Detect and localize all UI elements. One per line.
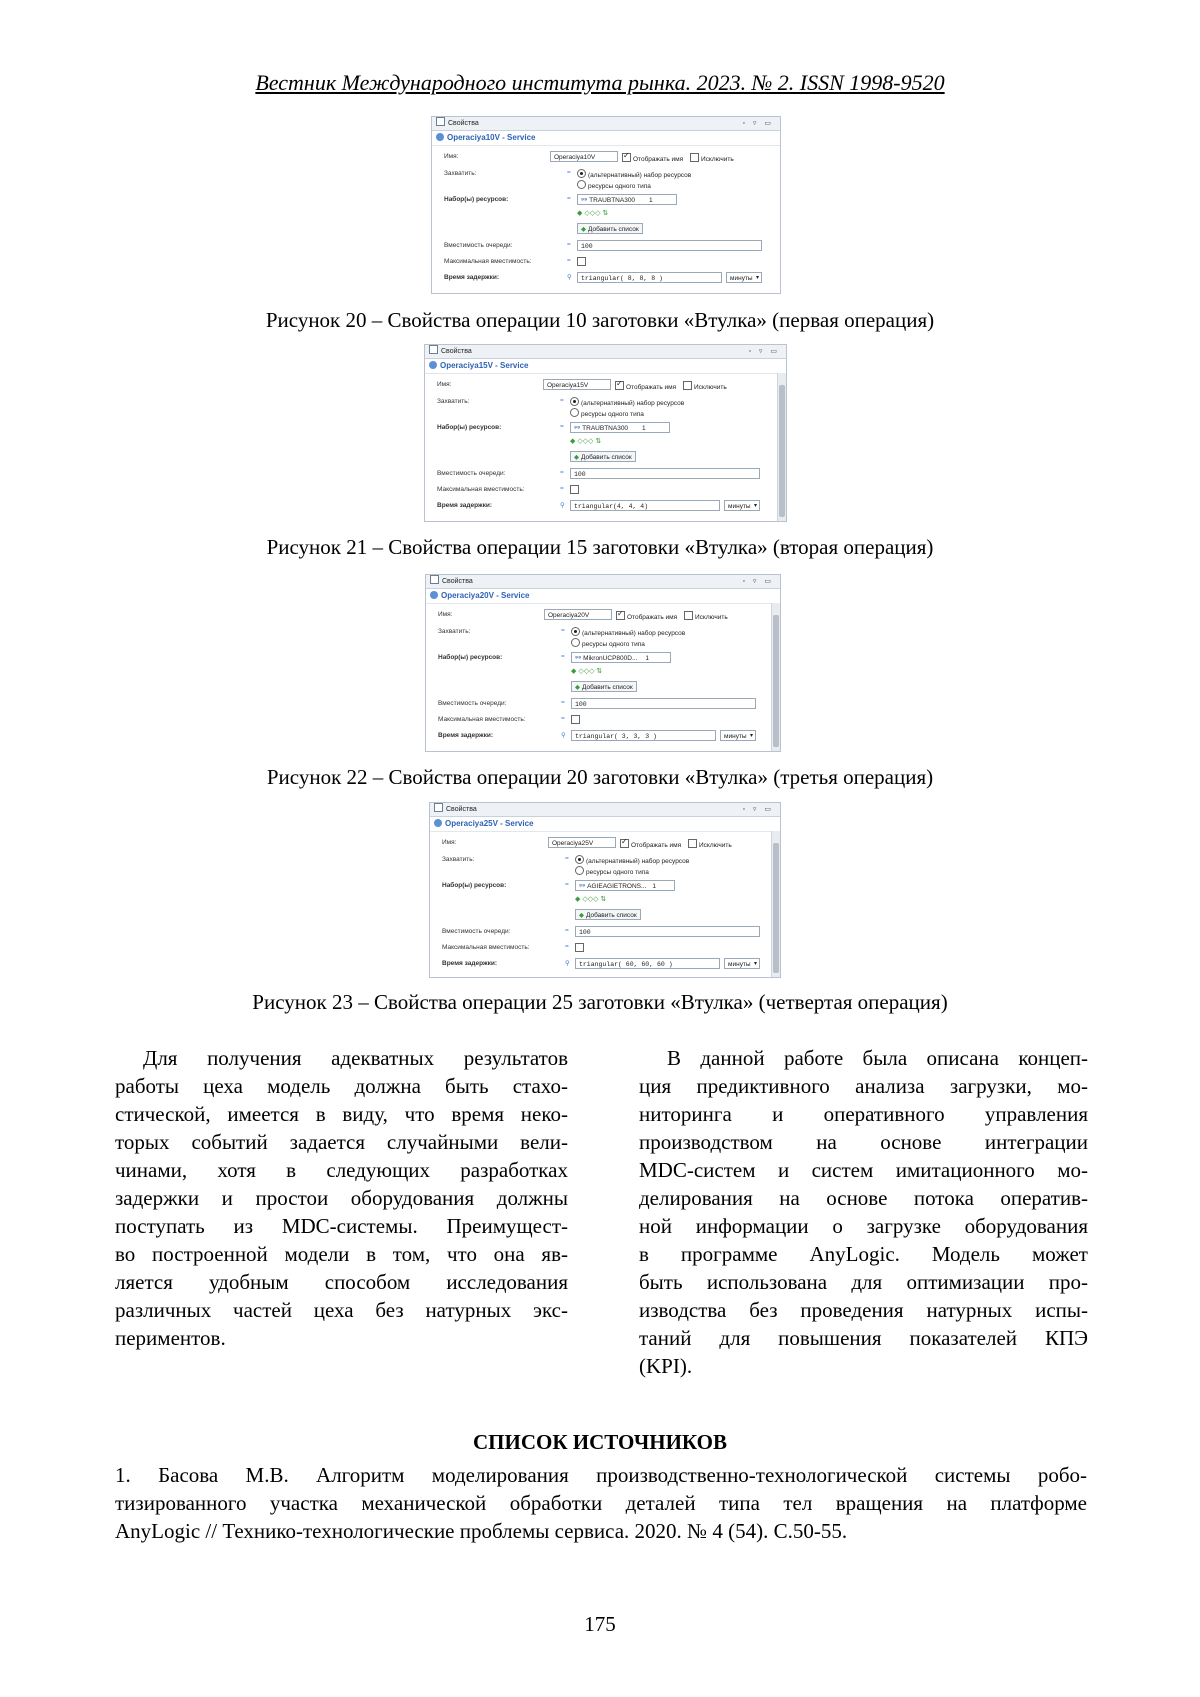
checkbox-icon (577, 257, 586, 266)
dynamic-value-icon: = (560, 397, 564, 404)
dynamic-value-icon: = (565, 881, 569, 888)
properties-icon (436, 117, 445, 126)
checkbox-icon (571, 715, 580, 724)
properties-tab: Свойства ▫ ▿ ▭ (432, 117, 780, 131)
exclude-checkbox[interactable]: Исключить (688, 839, 732, 849)
reference-line: тизированного участка механической обработки деталей типа тел вращения на платформе (115, 1491, 1087, 1515)
seize-label: Захватить: (442, 856, 475, 863)
seize-option-alternative[interactable]: (альтернативный) набор ресурсов (570, 397, 684, 407)
text-line: Для получения адекватных результатов (143, 1046, 568, 1070)
text-line: быть использована для оптимизации про- (639, 1270, 1088, 1294)
queue-capacity-label: Вместимость очереди: (444, 242, 513, 249)
delay-unit-dropdown[interactable]: минуты ▾ (724, 500, 760, 511)
text-line: работы цеха модель должна быть стахо- (115, 1074, 568, 1098)
delay-time-field[interactable]: triangular( 8, 8, 8 ) (577, 272, 722, 283)
delay-time-label: Время задержки: (442, 960, 498, 967)
page-number: 175 (584, 1612, 616, 1636)
checkbox-icon (570, 485, 579, 494)
chevron-down-icon: ▾ (753, 961, 757, 967)
resource-pool-icon: ⁹⁹ (574, 425, 581, 432)
exclude-checkbox[interactable]: Исключить (690, 153, 734, 163)
window-controls-icon: ▫ ▿ ▭ (742, 578, 774, 585)
radio-icon (575, 866, 584, 875)
radio-icon (577, 169, 586, 178)
block-title: Operaciya15V - Service (425, 359, 786, 374)
max-capacity-label: Максимальная вместимость: (437, 486, 525, 493)
queue-capacity-label: Вместимость очереди: (438, 700, 507, 707)
dynamic-value-icon: = (567, 257, 571, 264)
code-field-icon: ⚲ (561, 732, 566, 739)
show-name-checkbox[interactable]: ✓ Отображать имя (616, 611, 677, 621)
delay-time-field[interactable]: triangular(4, 4, 4) (570, 500, 720, 511)
seize-option-same-type[interactable]: ресурсы одного типа (577, 180, 651, 190)
resources-label: Набор(ы) ресурсов: (437, 424, 502, 431)
delay-time-field[interactable]: triangular( 60, 60, 60 ) (575, 958, 720, 969)
service-block-icon (434, 819, 442, 827)
add-icon: ◆ (579, 912, 584, 919)
resource-pool-icon: ⁹⁹ (575, 655, 582, 662)
block-title: Operaciya20V - Service (426, 589, 780, 604)
checkbox-icon (622, 153, 631, 162)
dynamic-value-icon: = (567, 169, 571, 176)
text-line: В данной работе была описана концеп- (667, 1046, 1088, 1070)
service-block-icon (436, 133, 444, 141)
chevron-down-icon: ▾ (753, 503, 757, 509)
block-title: Operaciya10V - Service (432, 131, 780, 146)
text-line: ниторинга и оперативного управления (639, 1102, 1088, 1126)
resource-set-field[interactable]: ⁹⁹ AGIEAGIETRONS... 1 (575, 880, 675, 891)
radio-icon (577, 180, 586, 189)
queue-capacity-field[interactable]: 100 (575, 926, 760, 937)
radio-icon (571, 627, 580, 636)
radio-icon (570, 408, 579, 417)
resource-pool-icon: ⁹⁹ (579, 883, 586, 890)
checkbox-icon (684, 611, 693, 620)
resources-label: Набор(ы) ресурсов: (442, 882, 507, 889)
resource-set-field[interactable]: ⁹⁹ TRAUBTNA300 1 (577, 194, 677, 205)
text-line: ной информации о загрузке оборудования (639, 1214, 1088, 1238)
text-line: ция предиктивного анализа загрузки, мо- (639, 1074, 1088, 1098)
checkbox-icon (688, 839, 697, 848)
text-line: в программе AnyLogic. Модель может (639, 1242, 1088, 1266)
queue-capacity-field[interactable]: 100 (570, 468, 760, 479)
seize-option-same-type[interactable]: ресурсы одного типа (571, 638, 645, 648)
references-heading: СПИСОК ИСТОЧНИКОВ (473, 1430, 727, 1454)
journal-header: Вестник Международного института рынка. 2023. № 2. ISSN 1998-9520 (255, 70, 945, 95)
properties-tab: Свойства ▫ ▿ ▭ (426, 575, 780, 589)
resource-set-field[interactable]: ⁹⁹ TRAUBTNA300 1 (570, 422, 670, 433)
code-field-icon: ⚲ (567, 274, 572, 281)
text-line: поступать из MDC-системы. Преимущест- (115, 1214, 568, 1238)
window-controls-icon: ▫ ▿ ▭ (748, 348, 780, 355)
delay-unit-dropdown[interactable]: минуты ▾ (720, 730, 756, 741)
text-line: задержки и простои оборудования должны (115, 1186, 568, 1210)
max-capacity-label: Максимальная вместимость: (442, 944, 530, 951)
figure-21-screenshot (424, 344, 787, 522)
exclude-checkbox[interactable]: Исключить (684, 611, 728, 621)
chevron-down-icon: ▾ (749, 733, 753, 739)
seize-option-alternative[interactable]: (альтернативный) набор ресурсов (571, 627, 685, 637)
max-capacity-checkbox[interactable] (570, 485, 581, 495)
figure-20-screenshot (431, 116, 781, 294)
chevron-down-icon: ▾ (755, 275, 759, 281)
show-name-checkbox[interactable]: ✓ Отображать имя (615, 381, 676, 391)
text-line: чинами, хотя в следующих разработках (115, 1158, 568, 1182)
add-icon: ◆ (581, 226, 586, 233)
text-line: таний для повышения показателей КПЭ (639, 1326, 1088, 1350)
dynamic-value-icon: = (561, 653, 565, 660)
properties-icon (430, 575, 439, 584)
service-block-icon (430, 591, 438, 599)
checkbox-icon (683, 381, 692, 390)
block-title: Operaciya25V - Service (430, 817, 780, 832)
delay-unit-dropdown[interactable]: минуты ▾ (724, 958, 760, 969)
dynamic-value-icon: = (565, 943, 569, 950)
scrollbar-thumb[interactable] (773, 843, 779, 973)
reference-line: 1. Басова М.В. Алгоритм моделирования производственно-технологической системы робо- (115, 1463, 1087, 1487)
window-controls-icon: ▫ ▿ ▭ (742, 120, 774, 127)
resources-label: Набор(ы) ресурсов: (444, 196, 509, 203)
name-field[interactable]: Operaciya15V (543, 379, 611, 390)
queue-capacity-field[interactable]: 100 (571, 698, 756, 709)
text-line: MDC-систем и систем имитационного мо- (639, 1158, 1088, 1182)
vertical-scrollbar[interactable] (771, 831, 780, 977)
checkbox-icon (620, 839, 629, 848)
text-line: (KPI). (639, 1354, 693, 1378)
delay-time-label: Время задержки: (438, 732, 494, 739)
name-field[interactable]: Operaciya10V (550, 151, 618, 162)
reference-line: AnyLogic // Технико-технологические проблемы сервиса. 2020. № 4 (54). С.50-55. (115, 1519, 848, 1543)
scrollbar-thumb[interactable] (773, 615, 779, 747)
max-capacity-checkbox[interactable] (577, 257, 588, 267)
text-line: торых событий задается случайными вели- (115, 1130, 568, 1154)
queue-capacity-field[interactable]: 100 (577, 240, 762, 251)
add-list-button[interactable]: ◆ Добавить список (571, 681, 637, 692)
dynamic-value-icon: = (565, 927, 569, 934)
show-name-checkbox[interactable]: ✓ Отображать имя (620, 839, 681, 849)
dynamic-value-icon: = (567, 195, 571, 202)
add-icon: ◆ (575, 684, 580, 691)
max-capacity-checkbox[interactable] (575, 943, 586, 953)
resources-label: Набор(ы) ресурсов: (438, 654, 503, 661)
name-label: Имя: (438, 611, 453, 618)
delay-time-label: Время задержки: (437, 502, 493, 509)
right-column (639, 1044, 1088, 1380)
properties-icon (434, 803, 443, 812)
show-name-checkbox[interactable]: ✓ Отображать имя (622, 153, 683, 163)
figure-22-screenshot (425, 574, 781, 752)
exclude-checkbox[interactable]: Исключить (683, 381, 727, 391)
text-line: периментов. (115, 1326, 226, 1350)
right-paragraph (639, 1044, 1088, 1380)
list-edit-icons[interactable]: ◆ ◇◇◇ ⇅ (577, 210, 609, 217)
text-line: стической, имеется в виду, что время неко- (115, 1102, 568, 1126)
max-capacity-label: Максимальная вместимость: (444, 258, 532, 265)
seize-option-same-type[interactable]: ресурсы одного типа (570, 408, 644, 418)
seize-option-same-type[interactable]: ресурсы одного типа (575, 866, 649, 876)
vertical-scrollbar[interactable] (771, 603, 780, 751)
dynamic-value-icon: = (565, 855, 569, 862)
scrollbar-thumb[interactable] (779, 385, 785, 517)
name-field[interactable]: Operaciya25V (548, 837, 616, 848)
figure-22-caption: Рисунок 22 – Свойства операции 20 заготовки «Втулка» (третья операция) (266, 765, 934, 789)
properties-icon (429, 345, 438, 354)
left-paragraph (115, 1044, 568, 1352)
text-line: ляется удобным способом исследования (115, 1270, 568, 1294)
code-field-icon: ⚲ (565, 960, 570, 967)
checkbox-icon (575, 943, 584, 952)
dynamic-value-icon: = (560, 469, 564, 476)
checkbox-icon (615, 381, 624, 390)
vertical-scrollbar[interactable] (777, 373, 786, 521)
dynamic-value-icon: = (561, 699, 565, 706)
checkbox-icon (690, 153, 699, 162)
queue-capacity-label: Вместимость очереди: (442, 928, 511, 935)
window-controls-icon: ▫ ▿ ▭ (742, 806, 774, 813)
seize-label: Захватить: (438, 628, 471, 635)
code-field-icon: ⚲ (560, 502, 565, 509)
list-edit-icons[interactable]: ◆ ◇◇◇ ⇅ (570, 438, 602, 445)
dynamic-value-icon: = (567, 241, 571, 248)
figure-21-caption: Рисунок 21 – Свойства операции 15 заготовки «Втулка» (вторая операция) (266, 535, 934, 559)
text-line: во построенной модели в том, что она яв- (115, 1242, 568, 1266)
text-line: изводства без проведения натурных испы- (639, 1298, 1088, 1322)
properties-tab: Свойства ▫ ▿ ▭ (430, 803, 780, 817)
queue-capacity-label: Вместимость очереди: (437, 470, 506, 477)
name-label: Имя: (444, 153, 459, 160)
seize-label: Захватить: (444, 170, 477, 177)
delay-time-field[interactable]: triangular( 3, 3, 3 ) (571, 730, 716, 741)
name-label: Имя: (442, 839, 457, 846)
delay-time-label: Время задержки: (444, 274, 500, 281)
list-edit-icons[interactable]: ◆ ◇◇◇ ⇅ (571, 668, 603, 675)
text-line: производством на основе интеграции (639, 1130, 1088, 1154)
dynamic-value-icon: = (560, 485, 564, 492)
name-label: Имя: (437, 381, 452, 388)
seize-option-alternative[interactable]: (альтернативный) набор ресурсов (577, 169, 691, 179)
radio-icon (570, 397, 579, 406)
max-capacity-checkbox[interactable] (571, 715, 582, 725)
reference-item (115, 1461, 1087, 1545)
delay-unit-dropdown[interactable]: минуты ▾ (726, 272, 762, 283)
checkbox-icon (616, 611, 625, 620)
properties-tab: Свойства ▫ ▿ ▭ (425, 345, 786, 359)
name-field[interactable]: Operaciya20V (544, 609, 612, 620)
service-block-icon (429, 361, 437, 369)
seize-label: Захватить: (437, 398, 470, 405)
add-list-button[interactable]: ◆ Добавить список (570, 451, 636, 462)
seize-option-alternative[interactable]: (альтернативный) набор ресурсов (575, 855, 689, 865)
add-icon: ◆ (574, 454, 579, 461)
text-line: различных частей цеха без натурных экс- (115, 1298, 568, 1322)
left-column (115, 1044, 568, 1352)
resource-set-field[interactable]: ⁹⁹ MikronUCP800D... 1 (571, 652, 671, 663)
dynamic-value-icon: = (560, 423, 564, 430)
text-line: делирования на основе потока оператив- (639, 1186, 1088, 1210)
list-edit-icons[interactable]: ◆ ◇◇◇ ⇅ (575, 896, 607, 903)
max-capacity-label: Максимальная вместимость: (438, 716, 526, 723)
add-list-button[interactable]: ◆ Добавить список (575, 909, 641, 920)
radio-icon (571, 638, 580, 647)
figure-20-caption: Рисунок 20 – Свойства операции 10 заготовки «Втулка» (первая операция) (265, 308, 935, 332)
figure-23-screenshot (429, 802, 781, 978)
dynamic-value-icon: = (561, 627, 565, 634)
add-list-button[interactable]: ◆ Добавить список (577, 223, 643, 234)
radio-icon (575, 855, 584, 864)
dynamic-value-icon: = (561, 715, 565, 722)
figure-23-caption: Рисунок 23 – Свойства операции 25 заготовки «Втулка» (четвертая операция) (252, 990, 948, 1014)
resource-pool-icon: ⁹⁹ (581, 197, 588, 204)
